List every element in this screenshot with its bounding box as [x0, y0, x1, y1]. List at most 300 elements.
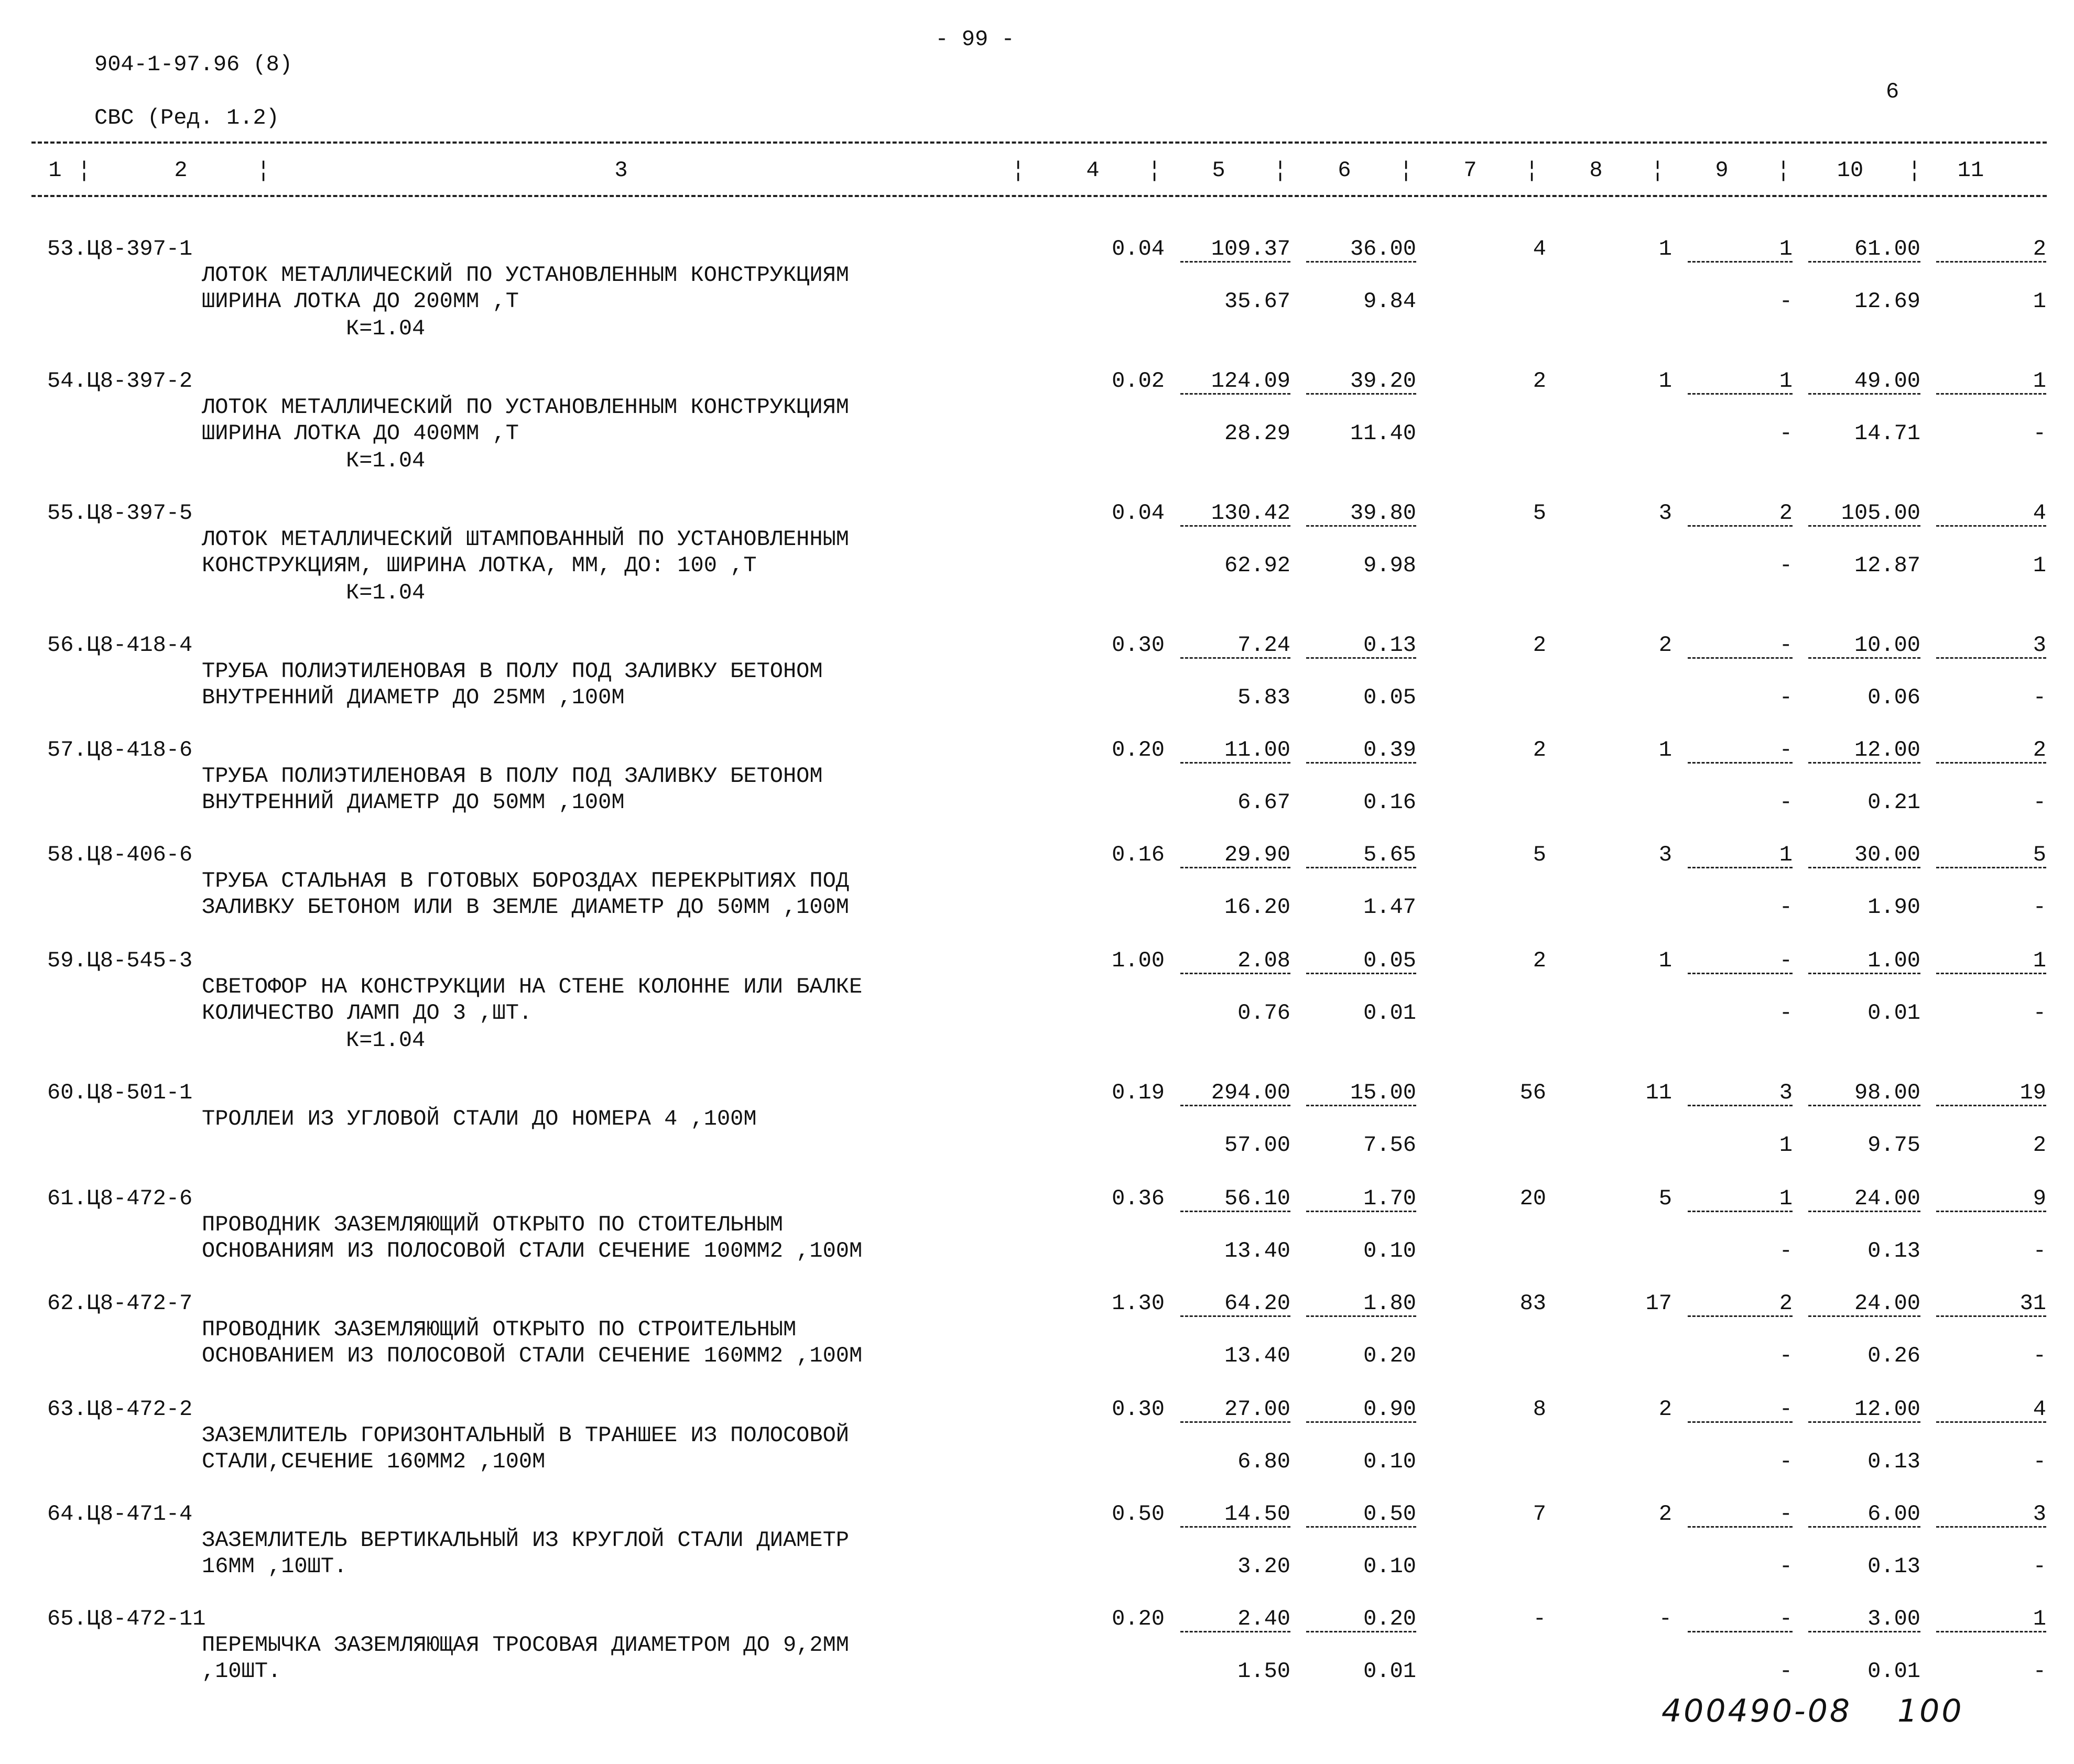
row-value-c7: 2 [1533, 633, 1546, 658]
row-description: 16ММ ,10ШТ. [202, 1554, 348, 1579]
row-value-c10b: 0.01 [1867, 1659, 1920, 1684]
col-separator: ¦ [1777, 158, 1790, 183]
row-value-c11b: - [2033, 1659, 2046, 1684]
fraction-rule [1306, 1526, 1416, 1528]
fraction-rule [1306, 1105, 1416, 1106]
fraction-rule [1936, 973, 2046, 974]
fraction-rule [1180, 1211, 1290, 1212]
fraction-rule [1306, 393, 1416, 395]
fraction-rule [1180, 393, 1290, 395]
row-value-c7: 83 [1519, 1291, 1546, 1316]
row-code: 53.Ц8-397-1 [47, 236, 193, 262]
row-description: ТРУБА СТАЛЬНАЯ В ГОТОВЫХ БОРОЗДАХ ПЕРЕКРЫТИЯХ ПОД [202, 868, 850, 894]
row-value-c8: 2 [1658, 633, 1672, 658]
row-description: ПРОВОДНИК ЗАЗЕМЛЯЮЩИЙ ОТКРЫТО ПО СТРОИТЕЛЬНЫМ [202, 1317, 797, 1342]
row-description: ТРУБА ПОЛИЭТИЛЕНОВАЯ В ПОЛУ ПОД ЗАЛИВКУ БЕТОНОМ [202, 659, 823, 684]
col-separator: ¦ [78, 158, 91, 183]
row-value-c9: - [1779, 1397, 1793, 1422]
fraction-rule [1808, 657, 1920, 659]
row-value-c7: 2 [1533, 737, 1546, 763]
row-value-c8: 3 [1658, 842, 1672, 867]
row-value-c9b: - [1779, 289, 1793, 314]
row-value-c5b: 57.00 [1224, 1133, 1290, 1158]
row-value-c9: - [1779, 633, 1793, 658]
handwritten-page: 100 [1897, 1693, 1964, 1729]
row-description: ОСНОВАНИЕМ ИЗ ПОЛОСОВОЙ СТАЛИ СЕЧЕНИЕ 160ММ2 ,100М [202, 1343, 863, 1368]
row-value-c6: 0.05 [1363, 948, 1416, 973]
row-value-c11: 1 [2033, 1606, 2046, 1631]
fraction-rule [1688, 1105, 1793, 1106]
col-header: 4 [1086, 158, 1100, 183]
row-value-c11b: - [2033, 1343, 2046, 1368]
row-value-c9: - [1779, 737, 1793, 763]
row-value-c7: 56 [1519, 1080, 1546, 1105]
fraction-rule [1936, 762, 2046, 764]
row-value-c10b: 14.71 [1854, 421, 1920, 446]
row-value-qty: 0.30 [1112, 633, 1165, 658]
row-value-c10: 1.00 [1867, 948, 1920, 973]
row-value-c11: 5 [2033, 842, 2046, 867]
col-separator: ¦ [1908, 158, 1921, 183]
row-coefficient: К=1.04 [346, 448, 426, 473]
row-description: ЛОТОК МЕТАЛЛИЧЕСКИЙ ШТАМПОВАННЫЙ ПО УСТАНОВЛЕННЫМ [202, 527, 850, 552]
handwritten-code: 400490-08 [1662, 1693, 1852, 1729]
row-value-c6b: 0.05 [1363, 685, 1416, 710]
row-value-c8: 2 [1658, 1397, 1672, 1422]
row-value-c10b: 0.26 [1867, 1343, 1920, 1368]
col-header: 2 [174, 158, 188, 183]
fraction-rule [1180, 762, 1290, 764]
fraction-rule [1936, 1526, 2046, 1528]
row-value-c5: 109.37 [1211, 236, 1290, 262]
row-description: ПРОВОДНИК ЗАЗЕМЛЯЮЩИЙ ОТКРЫТО ПО СТОИТЕЛЬНЫМ [202, 1212, 783, 1237]
row-value-c6b: 0.10 [1363, 1449, 1416, 1474]
document-code: 904-1-97.96 (8) [94, 52, 293, 77]
row-value-c6: 0.90 [1363, 1397, 1416, 1422]
row-value-c10b: 9.75 [1867, 1133, 1920, 1158]
row-value-c8: 1 [1658, 948, 1672, 973]
row-value-c6: 36.00 [1350, 236, 1416, 262]
row-value-c7: 2 [1533, 948, 1546, 973]
row-value-c6: 5.65 [1363, 842, 1416, 867]
row-value-c11: 4 [2033, 1397, 2046, 1422]
row-value-qty: 1.00 [1112, 948, 1165, 973]
row-value-qty: 0.04 [1112, 500, 1165, 526]
row-description: ВНУТРЕННИЙ ДИАМЕТР ДО 25ММ ,100М [202, 685, 625, 710]
fraction-rule [1180, 525, 1290, 527]
row-value-c5b: 62.92 [1224, 553, 1290, 578]
row-value-c5b: 35.67 [1224, 289, 1290, 314]
row-value-c10b: 12.69 [1854, 289, 1920, 314]
fraction-rule [1808, 1105, 1920, 1106]
row-value-c11b: - [2033, 1238, 2046, 1264]
row-value-c9b: - [1779, 1449, 1793, 1474]
row-value-c9b: - [1779, 1659, 1793, 1684]
row-value-c10: 3.00 [1867, 1606, 1920, 1631]
row-value-c10: 98.00 [1854, 1080, 1920, 1105]
fraction-rule [1180, 1631, 1290, 1632]
row-value-c10: 6.00 [1867, 1501, 1920, 1527]
fraction-rule [1688, 261, 1793, 263]
row-value-c11: 3 [2033, 1501, 2046, 1527]
row-value-c11: 2 [2033, 737, 2046, 763]
row-value-c9: 2 [1779, 500, 1793, 526]
row-value-c5b: 6.80 [1237, 1449, 1290, 1474]
row-value-c8: 2 [1658, 1501, 1672, 1527]
row-value-c5: 2.40 [1237, 1606, 1290, 1631]
row-value-c11b: - [2033, 1000, 2046, 1026]
fraction-rule [1306, 867, 1416, 868]
fraction-rule [1808, 1211, 1920, 1212]
row-coefficient: К=1.04 [346, 580, 426, 605]
row-value-c5: 56.10 [1224, 1186, 1290, 1211]
row-description: СВЕТОФОР НА КОНСТРУКЦИИ НА СТЕНЕ КОЛОННЕ ИЛИ БАЛКЕ [202, 974, 863, 999]
row-value-c9b: - [1779, 685, 1793, 710]
row-value-c10: 12.00 [1854, 1397, 1920, 1422]
row-value-c7: 2 [1533, 368, 1546, 394]
fraction-rule [1688, 1631, 1793, 1632]
row-value-c6: 1.70 [1363, 1186, 1416, 1211]
row-value-c11: 2 [2033, 236, 2046, 262]
row-description: ,10ШТ. [202, 1659, 281, 1684]
row-value-c7: 7 [1533, 1501, 1546, 1527]
row-value-c9b: 1 [1779, 1133, 1793, 1158]
row-value-c6b: 11.40 [1350, 421, 1416, 446]
row-value-c9b: - [1779, 553, 1793, 578]
row-value-c8: 17 [1645, 1291, 1672, 1316]
row-value-c5: 124.09 [1211, 368, 1290, 394]
row-description: ТРОЛЛЕИ ИЗ УГЛОВОЙ СТАЛИ ДО НОМЕРА 4 ,100М [202, 1106, 757, 1131]
fraction-rule [1936, 1315, 2046, 1317]
row-value-c6b: 0.20 [1363, 1343, 1416, 1368]
row-code: 65.Ц8-472-11 [47, 1606, 206, 1631]
col-header: 7 [1463, 158, 1477, 183]
row-value-c5: 294.00 [1211, 1080, 1290, 1105]
row-value-c6: 0.13 [1363, 633, 1416, 658]
row-description: ЛОТОК МЕТАЛЛИЧЕСКИЙ ПО УСТАНОВЛЕННЫМ КОНСТРУКЦИЯМ [202, 263, 850, 288]
row-value-c9b: - [1779, 1554, 1793, 1579]
row-code: 63.Ц8-472-2 [47, 1397, 193, 1422]
fraction-rule [1180, 1105, 1290, 1106]
fraction-rule [1688, 1526, 1793, 1528]
fraction-rule [1306, 1631, 1416, 1632]
row-value-c6: 15.00 [1350, 1080, 1416, 1105]
row-code: 57.Ц8-418-6 [47, 737, 193, 763]
row-value-c6: 0.20 [1363, 1606, 1416, 1631]
fraction-rule [1936, 1211, 2046, 1212]
row-value-c10b: 0.06 [1867, 685, 1920, 710]
row-value-c8: 5 [1658, 1186, 1672, 1211]
row-value-c7: - [1533, 1606, 1546, 1631]
row-code: 59.Ц8-545-3 [47, 948, 193, 973]
fraction-rule [1688, 657, 1793, 659]
row-value-c8: 1 [1658, 236, 1672, 262]
col-header: 6 [1338, 158, 1351, 183]
row-value-qty: 0.02 [1112, 368, 1165, 394]
row-value-qty: 0.20 [1112, 737, 1165, 763]
row-value-c10: 10.00 [1854, 633, 1920, 658]
row-description: ЗАЗЕМЛИТЕЛЬ ВЕРТИКАЛЬНЫЙ ИЗ КРУГЛОЙ СТАЛИ ДИАМЕТР [202, 1528, 850, 1553]
col-header: 5 [1212, 158, 1225, 183]
row-value-c5b: 13.40 [1224, 1238, 1290, 1264]
row-value-c10b: 1.90 [1867, 895, 1920, 920]
row-value-c10: 61.00 [1854, 236, 1920, 262]
row-value-c6b: 0.01 [1363, 1000, 1416, 1026]
row-description: ЛОТОК МЕТАЛЛИЧЕСКИЙ ПО УСТАНОВЛЕННЫМ КОНСТРУКЦИЯМ [202, 395, 850, 420]
row-value-c7: 5 [1533, 500, 1546, 526]
row-value-c5b: 1.50 [1237, 1659, 1290, 1684]
fraction-rule [1180, 1315, 1290, 1317]
row-value-c6b: 9.98 [1363, 553, 1416, 578]
fraction-rule [1808, 525, 1920, 527]
program-version: СВС (Ред. 1.2) [94, 105, 279, 130]
row-value-c9b: - [1779, 1343, 1793, 1368]
fraction-rule [1808, 973, 1920, 974]
row-value-c5b: 0.76 [1237, 1000, 1290, 1026]
row-value-c10b: 0.13 [1867, 1554, 1920, 1579]
row-value-c9b: - [1779, 895, 1793, 920]
row-value-c10b: 0.13 [1867, 1449, 1920, 1474]
row-code: 54.Ц8-397-2 [47, 368, 193, 394]
fraction-rule [1306, 1315, 1416, 1317]
col-header: 11 [1957, 158, 1984, 183]
row-code: 64.Ц8-471-4 [47, 1501, 193, 1527]
row-value-c10b: 0.01 [1867, 1000, 1920, 1026]
row-value-c10b: 0.21 [1867, 790, 1920, 815]
col-separator: ¦ [1651, 158, 1665, 183]
row-value-qty: 0.19 [1112, 1080, 1165, 1105]
row-description: КОНСТРУКЦИЯМ, ШИРИНА ЛОТКА, ММ, ДО: 100 ,Т [202, 553, 757, 578]
fraction-rule [1306, 973, 1416, 974]
fraction-rule [1808, 1631, 1920, 1632]
col-header: 3 [614, 158, 628, 183]
row-description: СТАЛИ,СЕЧЕНИЕ 160ММ2 ,100М [202, 1449, 546, 1474]
fraction-rule [1808, 1526, 1920, 1528]
fraction-rule [1688, 1315, 1793, 1317]
row-value-c11: 1 [2033, 948, 2046, 973]
row-value-c11: 31 [2019, 1291, 2046, 1316]
row-value-c8: 11 [1645, 1080, 1672, 1105]
col-header: 1 [48, 158, 62, 183]
row-value-c9: - [1779, 1606, 1793, 1631]
row-value-c11b: - [2033, 790, 2046, 815]
fraction-rule [1306, 1211, 1416, 1212]
fraction-rule [1936, 393, 2046, 395]
row-value-c11: 4 [2033, 500, 2046, 526]
fraction-rule [1808, 1421, 1920, 1423]
row-value-c11b: 1 [2033, 553, 2046, 578]
row-description: ОСНОВАНИЯМ ИЗ ПОЛОСОВОЙ СТАЛИ СЕЧЕНИЕ 100ММ2 ,100М [202, 1238, 863, 1264]
row-value-c6: 0.39 [1363, 737, 1416, 763]
fraction-rule [1808, 867, 1920, 868]
row-value-c10: 49.00 [1854, 368, 1920, 394]
col-header: 8 [1589, 158, 1603, 183]
row-value-c5: 11.00 [1224, 737, 1290, 763]
row-value-c5: 2.08 [1237, 948, 1290, 973]
row-code: 58.Ц8-406-6 [47, 842, 193, 867]
fraction-rule [1688, 867, 1793, 868]
row-value-c10: 24.00 [1854, 1186, 1920, 1211]
row-value-qty: 1.30 [1112, 1291, 1165, 1316]
row-value-c6b: 0.10 [1363, 1554, 1416, 1579]
row-description: КОЛИЧЕСТВО ЛАМП ДО 3 ,ШТ. [202, 1000, 533, 1026]
fraction-rule [1688, 762, 1793, 764]
fraction-rule [1688, 973, 1793, 974]
row-description: ШИРИНА ЛОТКА ДО 400ММ ,Т [202, 421, 519, 446]
fraction-rule [1306, 762, 1416, 764]
row-value-c6b: 7.56 [1363, 1133, 1416, 1158]
row-description: ПЕРЕМЫЧКА ЗАЗЕМЛЯЮЩАЯ ТРОСОВАЯ ДИАМЕТРОМ ДО 9,2ММ [202, 1632, 850, 1658]
row-value-c5: 27.00 [1224, 1397, 1290, 1422]
row-value-c9: 3 [1779, 1080, 1793, 1105]
row-value-c11: 3 [2033, 633, 2046, 658]
row-value-c11b: 2 [2033, 1133, 2046, 1158]
row-value-c9: 1 [1779, 1186, 1793, 1211]
row-value-c7: 8 [1533, 1397, 1546, 1422]
fraction-rule [1180, 867, 1290, 868]
row-value-c7: 4 [1533, 236, 1546, 262]
fraction-rule [1306, 261, 1416, 263]
row-value-c10b: 12.87 [1854, 553, 1920, 578]
col-header: 9 [1715, 158, 1729, 183]
fraction-rule [1808, 261, 1920, 263]
row-value-c9b: - [1779, 1238, 1793, 1264]
row-value-c9b: - [1779, 421, 1793, 446]
row-value-c5: 64.20 [1224, 1291, 1290, 1316]
fraction-rule [1936, 1631, 2046, 1632]
row-value-c10: 24.00 [1854, 1291, 1920, 1316]
col-separator: ¦ [257, 158, 270, 183]
fraction-rule [1306, 657, 1416, 659]
page-number: - 99 - [935, 27, 1015, 52]
row-code: 55.Ц8-397-5 [47, 500, 193, 526]
row-value-c9: 2 [1779, 1291, 1793, 1316]
fraction-rule [1808, 762, 1920, 764]
fraction-rule [1180, 657, 1290, 659]
row-value-c5b: 16.20 [1224, 895, 1290, 920]
row-value-c9b: - [1779, 790, 1793, 815]
row-value-c11b: - [2033, 685, 2046, 710]
fraction-rule [1306, 525, 1416, 527]
fraction-rule [1936, 525, 2046, 527]
fraction-rule [1808, 393, 1920, 395]
fraction-rule [1180, 261, 1290, 263]
row-value-c7: 5 [1533, 842, 1546, 867]
row-value-c8: 1 [1658, 737, 1672, 763]
fraction-rule [1306, 1421, 1416, 1423]
fraction-rule [1180, 1421, 1290, 1423]
row-value-qty: 0.30 [1112, 1397, 1165, 1422]
row-value-c8: 3 [1658, 500, 1672, 526]
row-value-c10b: 0.13 [1867, 1238, 1920, 1264]
col-separator: ¦ [1525, 158, 1539, 183]
row-value-c11: 1 [2033, 368, 2046, 394]
row-value-c6b: 9.84 [1363, 289, 1416, 314]
row-value-c9: 1 [1779, 236, 1793, 262]
row-value-c10: 12.00 [1854, 737, 1920, 763]
fraction-rule [1688, 1421, 1793, 1423]
header-rule-bottom [31, 195, 2047, 197]
col-separator: ¦ [1399, 158, 1413, 183]
fraction-rule [1936, 1105, 2046, 1106]
row-value-c11b: - [2033, 421, 2046, 446]
row-value-qty: 0.16 [1112, 842, 1165, 867]
fraction-rule [1180, 1526, 1290, 1528]
row-value-c9: - [1779, 948, 1793, 973]
row-value-c11: 9 [2033, 1186, 2046, 1211]
row-description: ШИРИНА ЛОТКА ДО 200ММ ,Т [202, 289, 519, 314]
fraction-rule [1936, 261, 2046, 263]
row-value-c5b: 5.83 [1237, 685, 1290, 710]
fraction-rule [1688, 393, 1793, 395]
row-value-c9: 1 [1779, 842, 1793, 867]
row-value-c6: 0.50 [1363, 1501, 1416, 1527]
row-coefficient: К=1.04 [346, 316, 426, 341]
row-value-qty: 0.04 [1112, 236, 1165, 262]
row-value-c5: 130.42 [1211, 500, 1290, 526]
row-value-c8: 1 [1658, 368, 1672, 394]
fraction-rule [1688, 1211, 1793, 1212]
row-value-c11b: - [2033, 895, 2046, 920]
row-value-c5b: 28.29 [1224, 421, 1290, 446]
row-value-c5: 7.24 [1237, 633, 1290, 658]
row-value-c5: 29.90 [1224, 842, 1290, 867]
row-code: 62.Ц8-472-7 [47, 1291, 193, 1316]
fraction-rule [1688, 525, 1793, 527]
row-code: 56.Ц8-418-4 [47, 633, 193, 658]
row-value-c10: 30.00 [1854, 842, 1920, 867]
row-value-c6b: 0.16 [1363, 790, 1416, 815]
row-coefficient: К=1.04 [346, 1028, 426, 1053]
row-value-c7: 20 [1519, 1186, 1546, 1211]
row-value-qty: 0.50 [1112, 1501, 1165, 1527]
row-value-c5b: 13.40 [1224, 1343, 1290, 1368]
fraction-rule [1936, 1421, 2046, 1423]
row-value-c11b: 1 [2033, 289, 2046, 314]
row-value-c6: 1.80 [1363, 1291, 1416, 1316]
row-value-c11b: - [2033, 1554, 2046, 1579]
sheet-number: 6 [1886, 79, 1899, 104]
row-value-c11: 19 [2019, 1080, 2046, 1105]
row-value-c9: 1 [1779, 368, 1793, 394]
col-separator: ¦ [1148, 158, 1161, 183]
row-description: ЗАЗЕМЛИТЕЛЬ ГОРИЗОНТАЛЬНЫЙ В ТРАНШЕЕ ИЗ ПОЛОСОВОЙ [202, 1423, 850, 1448]
row-value-c6b: 0.10 [1363, 1238, 1416, 1264]
row-value-c6: 39.20 [1350, 368, 1416, 394]
fraction-rule [1936, 657, 2046, 659]
row-value-c6b: 1.47 [1363, 895, 1416, 920]
row-value-qty: 0.20 [1112, 1606, 1165, 1631]
row-value-c6: 39.80 [1350, 500, 1416, 526]
fraction-rule [1180, 973, 1290, 974]
row-value-c9: - [1779, 1501, 1793, 1527]
row-value-c10: 105.00 [1841, 500, 1920, 526]
col-separator: ¦ [1274, 158, 1287, 183]
fraction-rule [1808, 1315, 1920, 1317]
row-value-c11b: - [2033, 1449, 2046, 1474]
row-value-qty: 0.36 [1112, 1186, 1165, 1211]
row-code: 61.Ц8-472-6 [47, 1186, 193, 1211]
row-value-c5b: 3.20 [1237, 1554, 1290, 1579]
row-description: ТРУБА ПОЛИЭТИЛЕНОВАЯ В ПОЛУ ПОД ЗАЛИВКУ БЕТОНОМ [202, 764, 823, 789]
row-code: 60.Ц8-501-1 [47, 1080, 193, 1105]
row-value-c6b: 0.01 [1363, 1659, 1416, 1684]
row-value-c9b: - [1779, 1000, 1793, 1026]
header-rule-top [31, 141, 2047, 144]
col-header: 10 [1837, 158, 1864, 183]
row-description: ЗАЛИВКУ БЕТОНОМ ИЛИ В ЗЕМЛЕ ДИАМЕТР ДО 50ММ ,100М [202, 895, 850, 920]
row-value-c5b: 6.67 [1237, 790, 1290, 815]
